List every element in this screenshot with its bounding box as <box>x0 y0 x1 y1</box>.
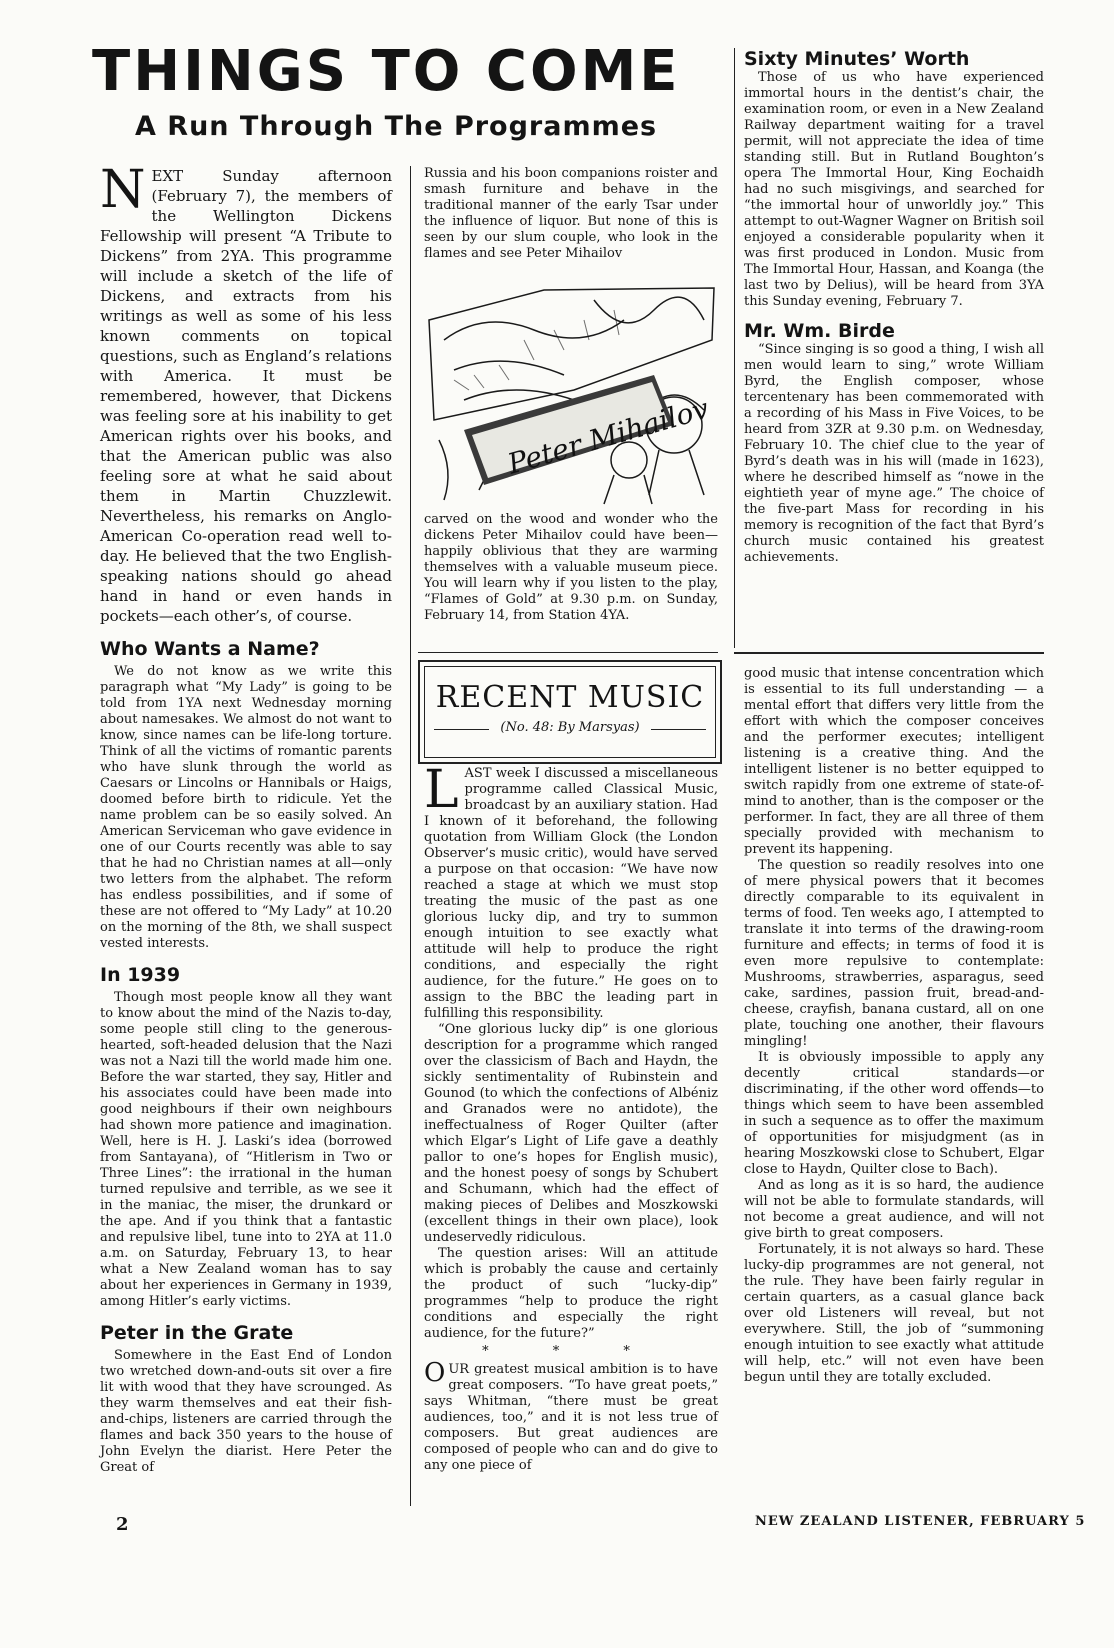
flames-paragraph: carved on the wood and wonder who the dickens Peter Mihailov could have been—happily oblivious that they are warming themselves with a valuable museum piece. You will learn why if you listen to the play, “Flames of Gold” at 9.30 p.m. on Sunday, February 14, from Station 4YA. <box>424 512 718 623</box>
recent-r3: It is obviously impossible to apply any decently critical standards—or discriminating, if the other word offends—to things which seem to have been assembled in such a sequence as to offer the maximum of opportunities for misjudgment (as in hearing Moszkowski close to Schubert, Elgar close to Haydn, Quilter close to Bach). <box>744 1050 1044 1177</box>
recent-music-header-box <box>418 660 722 764</box>
page-subtitle: A Run Through The Programmes <box>135 111 658 142</box>
immortal-hour-paragraph: Those of us who have experienced immortal hours in the dentist’s chair, the examination room, or even in a New Zealand Railway department waiting for a travel permit, will not appreciate the idea of time standing still. But in Rutland Boughton’s opera The Immortal Hour, King Eochaidh had no such misgivings, and searched for “the immortal hour of unworldly joy.” This attempt to out-Wagner Wagner on British soil enjoyed a considerable popularity when it was first produced in London. Music from The Immortal Hour, Hassan, and Koanga (the last two by Delius), will be heard from 3YA this Sunday evening, February 7. <box>744 70 1044 309</box>
name-paragraph: We do not know as we write this paragraph what “My Lady” is going to be told from 1YA next Wednesday morning about namesakes. We almost do not want to know, since names can be life-long torture. Think of all the victims of romantic parents who have slunk through the world as Caesars or Lincolns or Hannibals or Haigs, doomed before birth to ridicule. Yet the name problem can be so easily solved. An American Serviceman who gave evidence in one of our Courts recently was able to say that he had no Christian names at all—only two letters from the alphabet. The reform has endless possibilities, and if some of these are not offered to “My Lady” at 10.20 on the morning of the 8th, we shall suspect vested interests. <box>100 664 392 951</box>
column-middle-continued <box>424 512 718 624</box>
recent-p4: OUR greatest musical ambition is to have great composers. “To have great poets,” says Whitman, “there must be great audiences, too,” and it is not less true of composers. But great audiences are composed of people who can and do give to any one piece of <box>424 1358 718 1473</box>
russia-paragraph: Russia and his boon companions roister and smash furniture and behave in the traditional manner of the early Tsar under the influence of liquor. But none of this is seen by our slum couple, who look in the flames and see Peter Mihailov <box>424 166 718 261</box>
column-left <box>100 160 392 1476</box>
recent-music-title: RECENT MUSIC <box>435 680 705 715</box>
page-title: THINGS TO COME <box>92 39 681 104</box>
section-stars: * * * <box>482 1344 660 1359</box>
recent-r1: good music that intense concentration which is essential to its full understanding — a mental effort that differs very little from the effort with which the composer conceives and the performer executes; intelligent listening is a creative thing. And the intelligent listener is no better equipped to switch rapidly from one extreme of state-of-mind to another, than is the composer or the performer. In fact, they are all three of them specially provided with mechanism to prevent its happening. <box>744 666 1044 857</box>
recent-r5: Fortunately, it is not always so hard. These lucky-dip programmes are not general, not the rule. They have been fairly regular in certain quarters, as a casual glance back over old Listeners will reveal, but not everywhere. Still, the job of “summoning enough intuition to see exactly what attitude will help, etc.” will not even have been begun until they are totally excluded. <box>744 1242 1044 1385</box>
heading-sixty-minutes: Sixty Minutes’ Worth <box>744 48 970 70</box>
drop-cap-l: L <box>424 760 459 820</box>
heading-in-1939: In 1939 <box>100 964 181 986</box>
section-rule-left <box>418 652 718 653</box>
dickens-paragraph: NEXT Sunday afternoon (February 7), the members of the Wellington Dickens Fellowship will present “A Tribute to Dickens” from 2YA. This programme will include a sketch of the life of Dickens, and extracts from his writings as well as some of his less known comments on topical questions, such as England’s relations with America. It must be remembered, however, that Dickens was feeling sore at his inability to get American rights over his books, and that the American public was also feeling sore at what he said about them in Martin Chuzzlewit. Nevertheless, his remarks on Anglo-American Co-operation read well to-day. He believed that the two English-speaking nations should go ahead hand in hand or even hands in pockets—each other’s, of course. <box>100 160 392 625</box>
heading-peter-in-the-grate: Peter in the Grate <box>100 1322 294 1344</box>
recent-r2: The question so readily resolves into one of mere physical powers that it becomes directly comparable to its equivalent in terms of food. Ten weeks ago, I attempted to translate it into terms of the drawing-room furniture and effects; in terms of food it is even more repulsive to contemplate: Mushrooms, strawberries, asparagus, seed cake, sardines, passion fruit, bread-and-cheese, crayfish, banana custard, all on one plate, touching one another, their flavours mingling! <box>744 858 1044 1049</box>
illustration-caption: Peter Mihailov <box>504 391 713 481</box>
recent-music-col-2 <box>744 666 1044 1386</box>
recent-p2: “One glorious lucky dip” is one glorious description for a programme which ranged over the classicism of Bach and Haydn, the sickly sentimentality of Rubinstein and Gounod (to which the confections of Albéniz and Granados were no antidote), the ineffectualness of Roger Quilter (after which Elgar’s Light of Life gave a deathly pallor to one’s hopes for English music), and the honest poesy of songs by Schubert and Schumann, which had the effect of making pieces of Delibes and Moszkowski (excellent things in their own place), look undeservedly ridiculous. <box>424 1022 718 1245</box>
nazi-paragraph: Though most people know all they want to know about the mind of the Nazis to-day, some people still cling to the generous-hearted, soft-headed delusion that the Nazi was not a Nazi till the world made him one. Before the war started, they say, Hitler and his associates could have been made into good neighbours if their own neighbours had shown more patience and imagination. Well, here is H. J. Laski’s idea (borrowed from Santayana), of “Hitlerism in Two or Three Lines”: the irrational in the human turned repulsive and terrible, as we see it in the maniac, the miser, the drunkard or the ape. And if you think that a fantastic and repulsive libel, tune into to 2YA at 11.0 a.m. on Saturday, February 13, to hear what a New Zealand woman has to say about her experiences in Germany in 1939, among Hitler’s early victims. <box>100 990 392 1309</box>
recent-p1: LAST week I discussed a miscellaneous programme called Classical Music, broadcast by an auxiliary station. Had I known of it beforehand, the following quotation from William Glock (the London Observer’s music critic), would have served a purpose on that occasion: “We have now reached a stage at which we must stop treating the music of the past as one glorious lucky dip, and try to summon enough intuition to see exactly what attitude will help to produce the right conditions, and especially the right audience, for the future.” He goes on to assign to the BBC the leading part in fulfilling this responsibility. <box>424 760 718 1021</box>
column-right-top <box>744 48 1044 566</box>
publication-line: NEW ZEALAND LISTENER, FEBRUARY 5 <box>755 1514 1086 1529</box>
recent-music-byline: (No. 48: By Marsyas) <box>500 720 640 735</box>
section-rule <box>734 652 1044 654</box>
recent-music-col-1 <box>424 760 718 1474</box>
peter-illustration <box>424 280 718 506</box>
heading-mr-wm-birde: Mr. Wm. Birde <box>744 320 895 342</box>
drop-cap-o: O <box>424 1358 446 1388</box>
fireside-sketch-icon <box>424 280 718 506</box>
column-middle-top <box>424 166 718 262</box>
page-number: 2 <box>116 1514 129 1535</box>
drop-cap: N <box>100 160 146 220</box>
recent-r4: And as long as it is so hard, the audience will not be able to formulate standards, will not become a great audience, and will not give birth to great composers. <box>744 1178 1044 1241</box>
grate-paragraph: Somewhere in the East End of London two wretched down-and-outs sit over a fire lit with wood that they have scrounged. As they warm themselves and eat their fish-and-chips, listeners are carried through the flames and back 350 years to the house of John Evelyn the diarist. Here Peter the Great of <box>100 1348 392 1475</box>
column-divider <box>410 166 411 1506</box>
recent-p3: The question arises: Will an attitude which is probably the cause and certainly the product of such “lucky-dip” programmes “help to produce the right conditions and especially the right audience, for the future?” <box>424 1246 718 1341</box>
column-divider-right <box>734 48 735 648</box>
byrd-paragraph: “Since singing is so good a thing, I wish all men would learn to sing,” wrote William Byrd, the English composer, whose tercentenary has been commemorated with a recording of his Mass in Five Voices, to be heard from 3ZR at 9.30 p.m. on Wednesday, February 10. The chief clue to the year of Byrd’s death was in his will (made in 1623), where he described himself as “nowe in the eightieth year of myne age.” The choice of the five-part Mass for recording in his memory is recognition of the fact that Byrd’s church music contained his greatest achievements. <box>744 342 1044 565</box>
heading-who-wants-a-name: Who Wants a Name? <box>100 638 320 660</box>
